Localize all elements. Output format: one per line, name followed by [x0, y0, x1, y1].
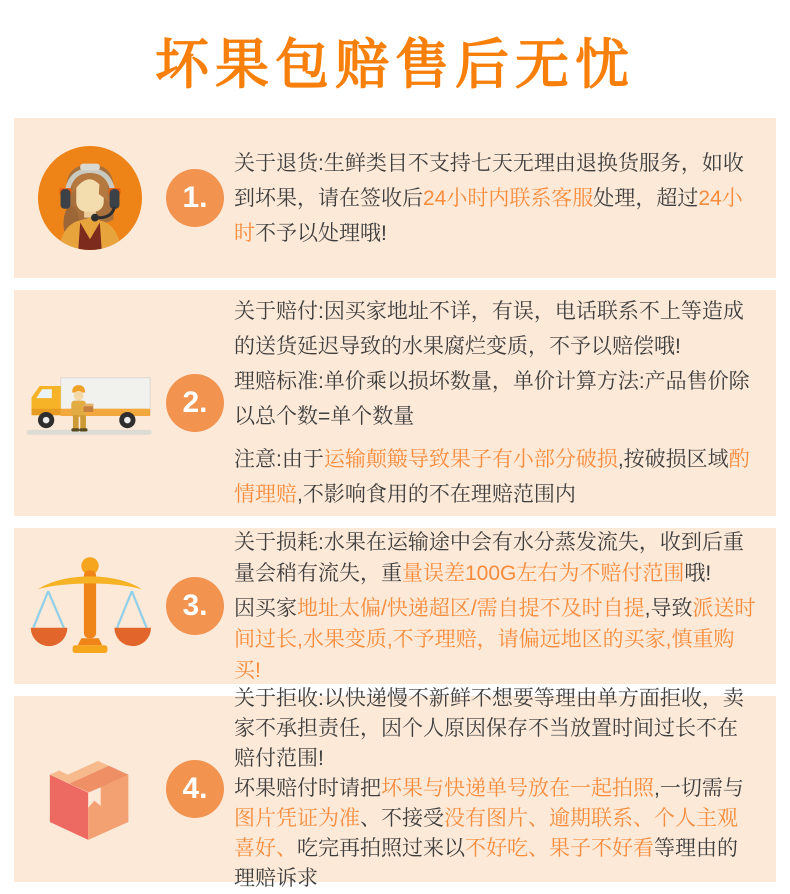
section-compensation-text: [234, 294, 758, 512]
text-span: 关于拒收:以快递慢不新鲜不想要等理由单方面拒收，卖家不承担责任，因个人原因保存不当放置时间过长不在赔付范围!: [234, 687, 744, 770]
delivery-truck-icon: [14, 356, 166, 450]
text-span: 吃完再拍照过来以: [297, 837, 465, 860]
balance-scale-icon: [14, 547, 166, 665]
section-rejection: [14, 687, 776, 890]
paragraph: [234, 774, 758, 894]
text-span: ,导致: [644, 596, 693, 620]
package-box-icon-svg: [32, 733, 148, 845]
highlighted-text-span: 24小时: [234, 186, 743, 245]
text-span: 等理由的理赔诉求: [234, 837, 738, 890]
text-span: 注意:由于: [234, 448, 324, 471]
highlighted-text-span: 没有图片、逾期联系、个人主观喜好、: [234, 807, 738, 860]
text-span: 关于损耗:水果在运输途中会有水分蒸发流失，收到后重量会稍有流失，重: [234, 530, 744, 585]
section-number-badge: 4.: [166, 760, 224, 818]
highlighted-text-span: 不好吃、果子不好看: [465, 837, 654, 860]
delivery-truck-icon-svg: [25, 356, 155, 450]
highlighted-text-span: 运输颠簸导致果子有小部分破损: [323, 448, 618, 471]
highlighted-text-span: 派送时间过长,水果变质,不予理赔，请偏远地区的买家,慎重购买!: [234, 596, 756, 682]
highlighted-text-span: 24小时内联系客服: [423, 186, 594, 210]
text-span: 因买家: [234, 596, 297, 620]
section-compensation: [14, 290, 776, 516]
highlighted-text-span: 酌情理赔: [234, 448, 750, 506]
paragraph: [234, 294, 758, 364]
highlighted-text-span: 图片凭证为准: [234, 807, 360, 830]
balance-scale-icon-svg: [29, 547, 151, 665]
text-span: ,不影响食用的不在理赔范围内: [297, 483, 576, 506]
highlighted-text-span: 量误差100G左右为不赔付范围: [402, 561, 685, 585]
paragraph: [234, 593, 758, 686]
package-box-icon: [14, 733, 166, 845]
text-span: 不予以处理哦!: [255, 221, 387, 245]
section-rejection-text: [234, 684, 758, 894]
page-title: 坏果包赔售后无忧: [155, 34, 635, 95]
paragraph: [234, 364, 758, 434]
text-span: 处理，超过: [593, 186, 699, 210]
text-span: ,一切需与: [654, 777, 744, 800]
highlighted-text-span: 地址太偏/快递超区/需自提不及时自提: [297, 596, 645, 620]
paragraph: [234, 527, 758, 589]
text-span: ,按破损区域: [617, 448, 729, 471]
text-span: 、不接受: [360, 807, 444, 830]
section-weight-loss-text: [234, 527, 758, 686]
text-span: 坏果赔付时请把: [234, 777, 381, 800]
text-span: 关于退货:生鲜类目不支持七天无理由退换货服务，如收到坏果，请在签收后: [234, 151, 744, 210]
customer-service-icon: [14, 145, 166, 251]
section-returns: [14, 118, 776, 278]
text-span: 哦!: [684, 561, 712, 585]
paragraph: [234, 442, 758, 512]
customer-service-icon-svg: [37, 145, 143, 251]
text-span: 关于赔付:因买家地址不详，有误，电话联系不上等造成的送货延迟导致的水果腐烂变质，不予以赔偿哦!: [234, 300, 744, 358]
section-number-badge: 2.: [166, 374, 224, 432]
section-returns-text: [234, 146, 758, 251]
section-weight-loss: [14, 528, 776, 684]
text-span: 理赔标准:单价乘以损坏数量，单价计算方法:产品售价除以总个数=单个数量: [234, 370, 750, 428]
section-number-badge: 1.: [166, 169, 224, 227]
paragraph: [234, 146, 758, 251]
highlighted-text-span: 坏果与快递单号放在一起拍照: [381, 777, 654, 800]
paragraph: [234, 684, 758, 774]
section-number-badge: 3.: [166, 577, 224, 635]
